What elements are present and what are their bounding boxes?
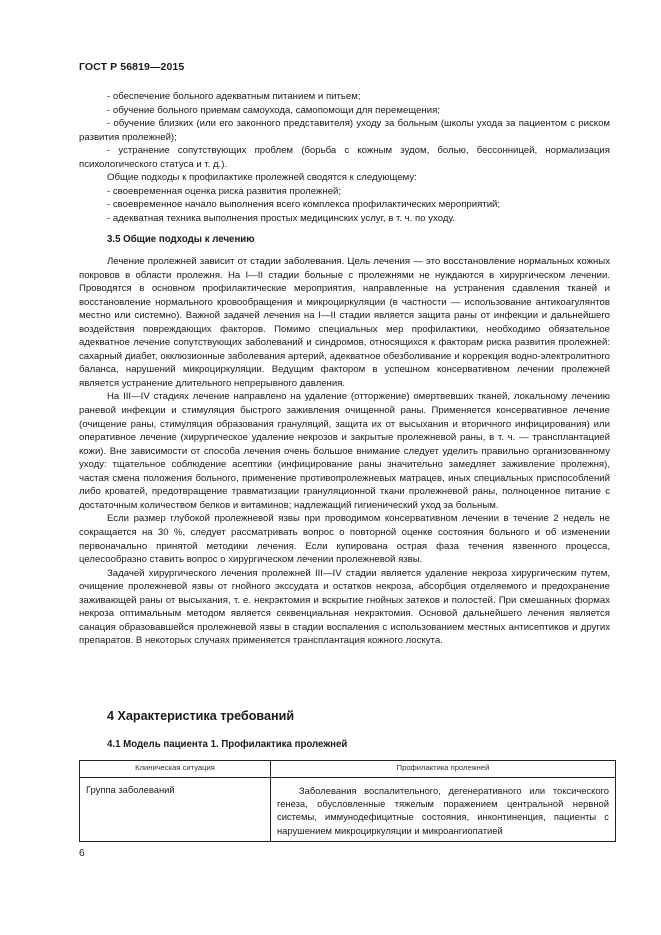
table-row <box>80 778 616 842</box>
paragraph: Лечение пролежней зависит от стадии заболевания. Цель лечения — это восстановление нормальных кожных покровов в области пролежня. На I—II стадии больные с пролежнями не нуждаются в хирургическом лечении. Проводятся в основном профилактические мероприятия, направленные на устранения сдавления тканей и восстановление нормального кровообращения и микроциркуляции (в частности — использование антикоагулянтов местно или системно). Важной задачей лечения на I—II стадии является защита раны от инфекции и дальнейшего воздействия повреждающих факторов. Помимо специальных мер профилактики, необходимо обязательное адекватное лечение сопутствующих заболеваний и синдромов, относящихся к факторам риска развития пролежней: сахарный диабет, окклюзионные заболевания артерий, адекватное обезболивание и коррекция водно-электролитного баланса, нарушений микроциркуляции. Ведущим фактором в успешном консервативном лечении пролежней является устранение длительного непрерывного давления. <box>79 256 610 389</box>
paragraph: Если размер глубокой пролежневой язвы при проводимом консервативном лечении в течение 2 недель не сокращается на 30 %, следует рассматривать вопрос о повторной оценке состояния больного и об изменении первоначально принятой методики лечения. Если купирована острая фаза течения язвенного процесса, целесообразно ставить вопрос о хирургическом лечении пролежневой язвы. <box>79 513 610 566</box>
paragraph: Задачей хирургического лечения пролежней III—IV стадии является удаление некроза хирургическим путем, очищение пролежневой язвы от гнойного экссудата и остатков некроза, абсорбция отделяемого и предохранение заживающей раны от высыхания, т. е. некрэктомия и вскрытие гнойных затеков и полостей. При смешанных формах некроза оптимальным методом является секвенциальная некрэктомия. Основой дальнейшего лечения является санация образовавшейся пролежневой язвы в стадии воспаления с использованием местных антисептиков и других препаратов. В некоторых случаях применяется трансплантация кожного лоскута. <box>79 567 610 647</box>
table-cell-prevention <box>271 778 616 842</box>
section-heading-4: 4 Характеристика требований <box>107 709 295 723</box>
list-item: - своевременная оценка риска развития пролежней; <box>107 185 342 197</box>
list-item: - адекватная техника выполнения простых медицинских услуг, в т. ч. по уходу. <box>107 212 455 224</box>
list-item: - обучение больного приемам самоухода, самопомощи для перемещения; <box>107 104 440 116</box>
section-heading-3-5: 3.5 Общие подходы к лечению <box>107 234 255 246</box>
page-number: 6 <box>79 848 85 859</box>
list-intro: Общие подходы к профилактике пролежней сводятся к следующему: <box>107 172 417 184</box>
list-item: - обучение близких (или его законного представителя) уходу за больным (школы ухода за пациентом с риском развития пролежней); <box>79 118 610 143</box>
table-cell-text: Заболевания воспалительного, дегенеративного или токсического генеза, обусловленные тяжелым поражением центральной нервной системы, иммунодефицитные состояния, инконтиненция, пациенты с нарушением микроциркуляции и микроангиопатией <box>277 785 609 836</box>
table-header-prevention: Профилактика пролежней <box>271 761 616 778</box>
table-header-row <box>80 761 616 778</box>
table-header-situation: Клиническая ситуация <box>80 761 271 778</box>
paragraph: На III—IV стадиях лечение направлено на удаление (отторжение) омертвевших тканей, локальному лечению раневой инфекции и стимуляция быстрого заживления очищенной раны. Применяется консервативное лечение (очищение раны, стимуляция образования грануляций, защита их от высыхания и вторичного инфицирования) или оперативное лечение (хирургическое удаление некрозов и закрытые пролежневой раны, в т. ч. — трансплантацией кожи). Вне зависимости от способа лечения очень большое внимание следует уделить правильно организованному уходу: тщательное соблюдение асептики (инфицирование раны значительно замедляет заживление пролежня), частая смена положения больного, применение противопролежневых матрацев, иных специальных приспособлений либо кроватей, предотвращение травматизации грануляционной ткани пролежневой раны, полноценное питание с достаточным количеством белков и витаминов; надлежащий гигиенический уход за больным. <box>79 391 610 511</box>
list-item: - своевременное начало выполнения всего комплекса профилактических мероприятий; <box>107 199 501 211</box>
section-heading-4-1: 4.1 Модель пациента 1. Профилактика пролежней <box>107 739 348 750</box>
document-body <box>79 90 610 648</box>
table-cell-situation: Группа заболеваний <box>80 778 271 842</box>
list-item: - устранение сопутствующих проблем (борьба с кожным зудом, болью, бессонницей, нормализация психологического статуса и т. д.). <box>79 145 610 170</box>
patient-model-table <box>79 760 616 842</box>
document-code: ГОСТ Р 56819—2015 <box>79 61 185 73</box>
list-item: - обеспечение больного адекватным питанием и питьем; <box>107 91 361 102</box>
